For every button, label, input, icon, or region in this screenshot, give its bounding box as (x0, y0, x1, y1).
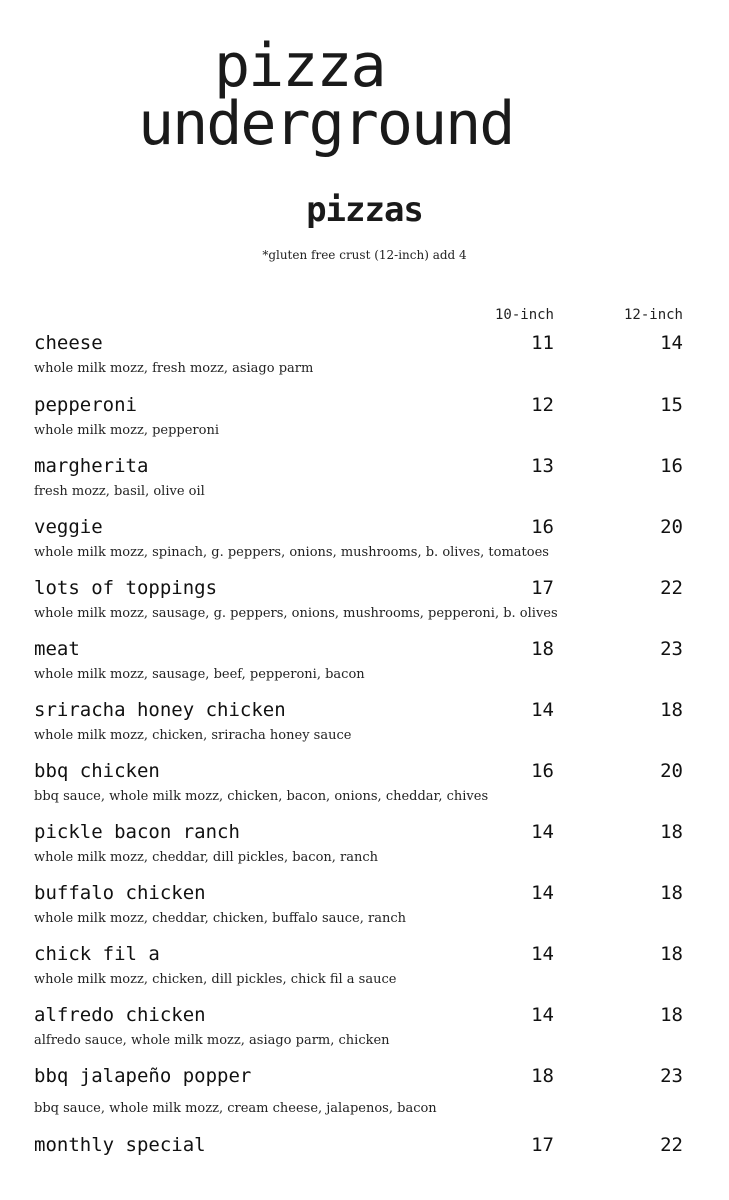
menu-item-price-12-inch: 23 (660, 638, 683, 660)
menu-item-price-10-inch: 14 (531, 882, 554, 904)
restaurant-name-line2: underground (138, 89, 514, 159)
menu-item-name: chick fil a (34, 943, 160, 965)
menu-item-price-12-inch: 18 (660, 1004, 683, 1026)
menu-item-price-12-inch: 20 (660, 760, 683, 782)
menu-item-description: whole milk mozz, fresh mozz, asiago parm (34, 361, 314, 376)
menu-item (0, 518, 729, 574)
menu-item-price-10-inch: 13 (531, 455, 554, 477)
menu-item-name: meat (34, 638, 80, 660)
menu-item (0, 579, 729, 635)
gluten-free-note: *gluten free crust (12-inch) add 4 (262, 248, 467, 262)
size-10-inch-header: 10-inch (494, 307, 554, 323)
menu-item-price-12-inch: 14 (660, 332, 683, 354)
menu-item-price-12-inch: 18 (660, 821, 683, 843)
menu-item-name: veggie (34, 516, 103, 538)
menu-item-name: buffalo chicken (34, 882, 206, 904)
menu-item-name: cheese (34, 332, 103, 354)
menu-item-price-10-inch: 12 (531, 394, 554, 416)
menu-item-price-10-inch: 11 (531, 332, 554, 354)
menu-item-name: bbq chicken (34, 760, 160, 782)
menu-item (0, 701, 729, 757)
menu-item (0, 334, 729, 390)
menu-item-price-10-inch: 16 (531, 516, 554, 538)
menu-item (0, 762, 729, 818)
menu-item-name: pickle bacon ranch (34, 821, 240, 843)
menu-item-description: whole milk mozz, sausage, g. peppers, onions, mushrooms, pepperoni, b. olives (34, 606, 558, 621)
menu-item-price-10-inch: 14 (531, 1004, 554, 1026)
menu-item-name: margherita (34, 455, 149, 477)
menu-item-price-10-inch: 14 (531, 821, 554, 843)
restaurant-name-line1: pizza (214, 31, 385, 101)
menu-item-name: pepperoni (34, 394, 137, 416)
menu-item-price-10-inch: 14 (531, 699, 554, 721)
menu-item-price-12-inch: 15 (660, 394, 683, 416)
menu-item-description: whole milk mozz, sausage, beef, pepperoni, bacon (34, 667, 365, 682)
menu-item (0, 457, 729, 513)
menu-item-description: alfredo sauce, whole milk mozz, asiago parm, chicken (34, 1033, 390, 1048)
section-title: pizzas (306, 190, 423, 230)
menu-item-description: whole milk mozz, chicken, dill pickles, chick fil a sauce (34, 972, 397, 987)
menu-item-price-12-inch: 18 (660, 699, 683, 721)
menu-item (0, 396, 729, 452)
menu-item-description: whole milk mozz, pepperoni (34, 423, 220, 438)
menu-item-price-10-inch: 17 (531, 1134, 554, 1156)
menu-item-price-10-inch: 17 (531, 577, 554, 599)
menu-item-name: alfredo chicken (34, 1004, 206, 1026)
menu-item (0, 884, 729, 940)
size-12-inch-header: 12-inch (623, 307, 683, 323)
menu-item-description: whole milk mozz, cheddar, chicken, buffalo sauce, ranch (34, 911, 406, 926)
menu-item-price-12-inch: 22 (660, 577, 683, 599)
menu-item (0, 823, 729, 879)
menu-item-price-10-inch: 18 (531, 1065, 554, 1087)
menu-item-description: whole milk mozz, spinach, g. peppers, onions, mushrooms, b. olives, tomatoes (34, 545, 549, 560)
menu-item-price-12-inch: 23 (660, 1065, 683, 1087)
menu-item-price-10-inch: 14 (531, 943, 554, 965)
menu-item-price-12-inch: 20 (660, 516, 683, 538)
menu-item (0, 640, 729, 696)
menu-item-description: fresh mozz, basil, olive oil (34, 484, 205, 499)
menu-item-price-10-inch: 18 (531, 638, 554, 660)
menu-item (0, 945, 729, 1001)
menu-item-description: bbq sauce, whole milk mozz, cream cheese, jalapenos, bacon (34, 1101, 437, 1116)
menu-item (0, 1136, 729, 1192)
menu-item (0, 1006, 729, 1062)
menu-item-name: sriracha honey chicken (34, 699, 286, 721)
menu-item-price-10-inch: 16 (531, 760, 554, 782)
menu-item-price-12-inch: 18 (660, 943, 683, 965)
menu-item-description: whole milk mozz, cheddar, dill pickles, bacon, ranch (34, 850, 379, 865)
menu-item-price-12-inch: 22 (660, 1134, 683, 1156)
menu-item-name: monthly special (34, 1134, 206, 1156)
menu-item-price-12-inch: 18 (660, 882, 683, 904)
menu-item-name: lots of toppings (34, 577, 218, 599)
menu-item-description: bbq sauce, whole milk mozz, chicken, bacon, onions, cheddar, chives (34, 789, 489, 804)
menu-item (0, 1067, 729, 1123)
menu-item-name: bbq jalapeño popper (34, 1065, 252, 1087)
menu-item-price-12-inch: 16 (660, 455, 683, 477)
menu-item-description: whole milk mozz, chicken, sriracha honey sauce (34, 728, 352, 743)
